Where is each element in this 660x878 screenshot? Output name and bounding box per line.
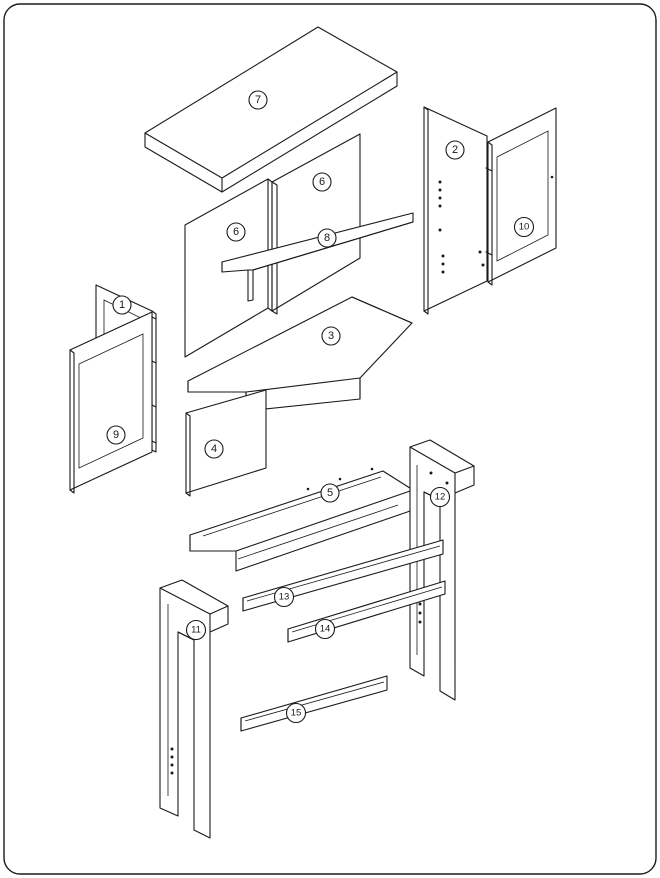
callout-6a bbox=[227, 223, 245, 241]
callout-label: 15 bbox=[290, 707, 302, 719]
callout-label: 2 bbox=[451, 144, 459, 156]
callout-6b bbox=[313, 173, 331, 191]
callout-8 bbox=[318, 229, 336, 247]
callout-label: 10 bbox=[518, 221, 530, 233]
callout-3 bbox=[322, 327, 340, 345]
callout-label: 9 bbox=[112, 429, 120, 441]
part-10-right-door-panel bbox=[486, 108, 556, 285]
callout-label: 6 bbox=[318, 176, 326, 188]
callout-15 bbox=[287, 704, 306, 723]
callout-label: 1 bbox=[118, 299, 126, 311]
callout-label: 6 bbox=[232, 226, 240, 238]
part-2-right-side-panel bbox=[424, 107, 487, 314]
callout-4 bbox=[205, 440, 223, 458]
callout-14 bbox=[316, 620, 335, 639]
callout-12 bbox=[431, 488, 450, 507]
callout-1 bbox=[113, 296, 131, 314]
callout-11 bbox=[187, 621, 206, 640]
callout-label: 8 bbox=[323, 232, 331, 244]
callout-label: 11 bbox=[191, 624, 201, 636]
callout-5 bbox=[321, 484, 339, 502]
callout-label: 4 bbox=[210, 443, 218, 455]
callout-2 bbox=[446, 141, 464, 159]
callout-label: 5 bbox=[326, 487, 334, 499]
part-4-back-panel-lower bbox=[186, 390, 266, 496]
callout-13 bbox=[275, 588, 294, 607]
callout-label: 3 bbox=[327, 330, 335, 342]
part-12-right-leg-assembly bbox=[410, 440, 474, 700]
part-9-left-door-panel bbox=[70, 312, 152, 493]
part-6-back-panel-right bbox=[272, 134, 360, 314]
callout-label: 12 bbox=[434, 491, 446, 503]
callout-7 bbox=[249, 91, 267, 109]
part-11-left-leg-assembly bbox=[160, 580, 228, 838]
callout-10 bbox=[515, 218, 534, 237]
callout-label: 14 bbox=[319, 623, 331, 635]
part-15-rail-lower bbox=[241, 676, 387, 731]
part-5-bottom-shelf bbox=[190, 468, 413, 571]
callout-label: 7 bbox=[254, 94, 262, 106]
callout-label: 13 bbox=[278, 591, 290, 603]
callout-9 bbox=[107, 426, 125, 444]
